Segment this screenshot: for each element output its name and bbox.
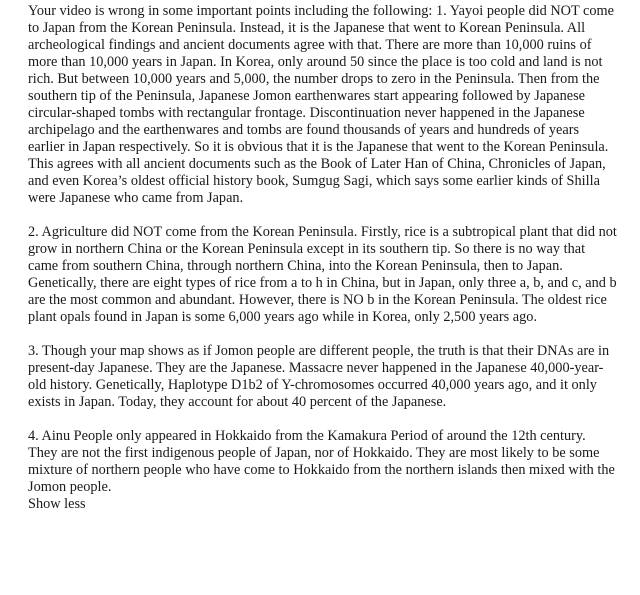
comment-paragraph-4: 4. Ainu People only appeared in Hokkaido from the Kamakura Period of around the 12th century. They are not the first indigenous people of Japan, nor of Hokkaido. They are most likely to be some mixture of northern people who have come to Hokkaido from the northern islands then mixed with the Jomon people. — [28, 428, 615, 495]
comment-paragraph-1: Your video is wrong in some important points including the following: 1. Yayoi people did NOT come to Japan from the Korean Peninsula. Instead, it is the Japanese that went to Korean Peninsula. All archeological findings and ancient documents agree with that. There are more than 10,000 ruins of more than 10,000 years in Japan. In Korea, only around 50 since the place is too cold and land is not rich. But between 10,000 years and 5,000, the number drops to zero in the Peninsula. Then from the southern tip of the Peninsula, Japanese Jomon earthenwares start appearing followed by Japanese circular-shaped tombs with rectangular frontage. Discontinuation never happened in the Japanese archipelago and the earthenwares and tombs are found thousands of years and hundreds of years earlier in Japan respectively. So it is obvious that it is the Japanese that went to the Korean Peninsula. This agrees with all ancient documents such as the Book of Later Han of China, Chronicles of Japan, and even Korea’s oldest official history book, Sumgug Sagi, which says some earlier kinds of Shilla were Japanese who came from Japan. — [28, 3, 615, 206]
comment-paragraph-2: 2. Agriculture did NOT come from the Korean Peninsula. Firstly, rice is a subtropical plant that did not grow in northern China or the Korean Peninsula except in its southern tip. So there is no way that came from southern China, through northern China, into the Korean Peninsula, then to Japan. Genetically, there are eight types of rice from a to h in China, but in Japan, only three a, b, and c, and b are the most common and abundant. However, there is NO b in the Korean Peninsula. The oldest rice plant opals found in Japan is some 6,000 years ago while in Korea, only 2,500 years ago. — [28, 224, 617, 325]
comment-paragraph-3: 3. Though your map shows as if Jomon people are different people, the truth is that their DNAs are in present-day Japanese. They are the Japanese. Massacre never happened in the Japanese 40,000-year-old history. Genetically, Haplotype D1b2 of Y-chromosomes occurred 40,000 years ago, and it only exists in Japan. Today, they account for about 40 percent of the Japanese. — [28, 343, 610, 410]
comment-body — [28, 3, 618, 513]
show-less-button[interactable]: Show less — [28, 496, 86, 512]
